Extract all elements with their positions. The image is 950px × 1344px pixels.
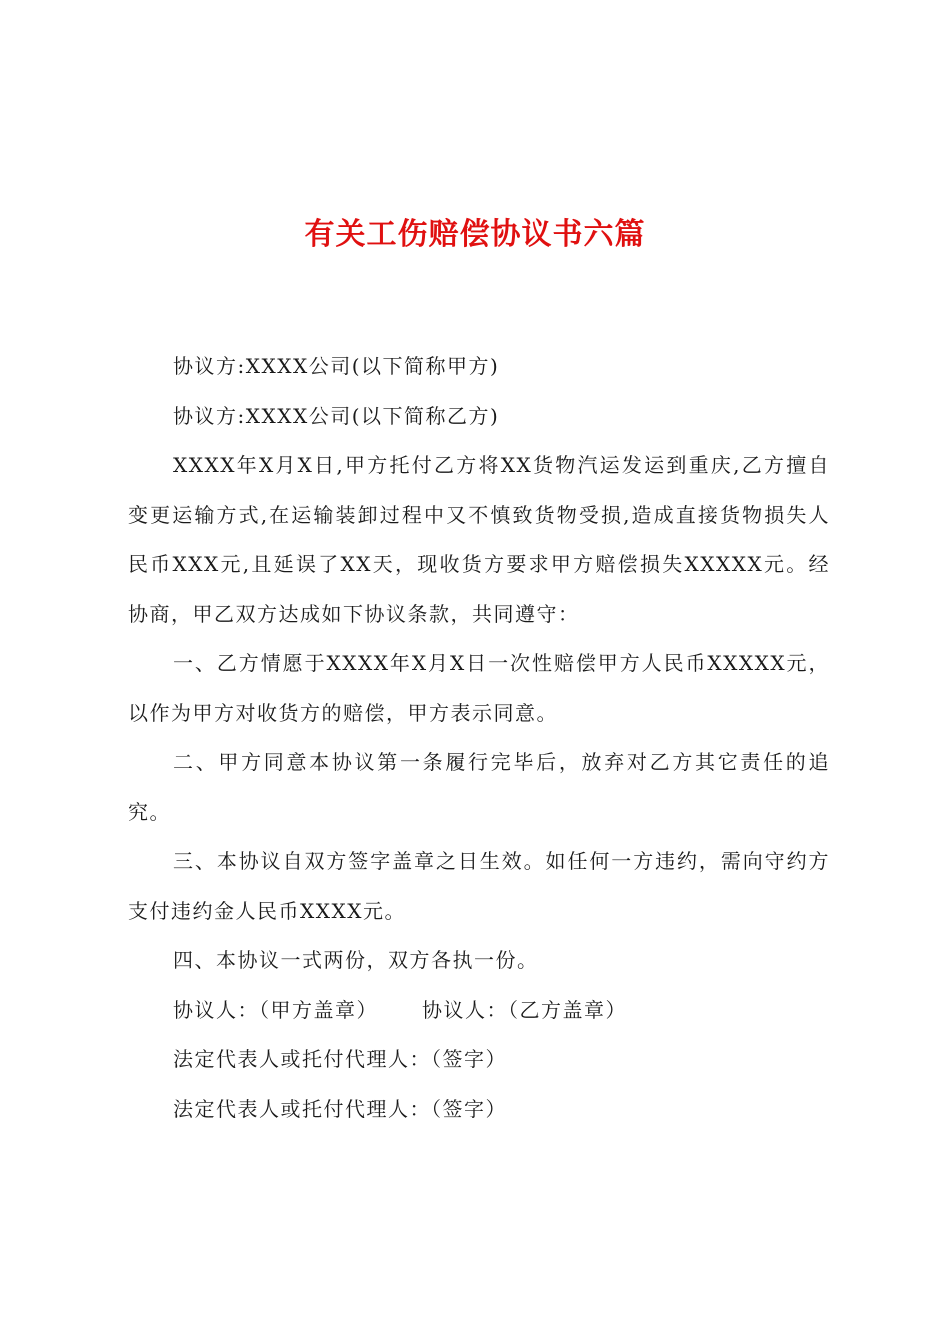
clause-2: 二、甲方同意本协议第一条履行完毕后，放弃对乙方其它责任的追究。 — [128, 750, 830, 824]
representative-line-2: 法定代表人或托付代理人：（签字） — [173, 1096, 507, 1121]
clause-1: 一、乙方情愿于XXXX年X月X日一次性赔偿甲方人民币XXXXX元，以作为甲方对收货方的赔偿，甲方表示同意。 — [128, 651, 830, 725]
party-b-signature: 协议人：（乙方盖章） — [422, 997, 627, 1022]
party-a-line: 协议方:XXXX公司(以下简称甲方) — [173, 354, 500, 378]
document-title: 有关工伤赔偿协议书六篇 — [304, 217, 646, 252]
party-a-signature: 协议人：（甲方盖章） — [173, 997, 378, 1022]
signature-parties — [128, 986, 830, 1036]
clause-3: 三、本协议自双方签字盖章之日生效。如任何一方违约，需向守约方支付违约金人民币XXXX元。 — [128, 849, 830, 923]
representative-line-1: 法定代表人或托付代理人：（签字） — [173, 1047, 507, 1071]
intro-paragraph: XXXX年X月X日,甲方托付乙方将XX货物汽运发运到重庆,乙方擅自变更运输方式,在运输装卸过程中又不慎致货物受损,造成直接货物损失人民币XXX元,且延误了XX天，现收货方要求甲方赔偿损失XXXXX元。经协商，甲乙双方达成如下协议条款，共同遵守： — [128, 453, 830, 626]
party-b-line: 协议方:XXXX公司(以下简称乙方) — [173, 403, 500, 428]
clause-4: 四、本协议一式两份，双方各执一份。 — [173, 948, 539, 972]
document-body — [128, 342, 830, 1134]
